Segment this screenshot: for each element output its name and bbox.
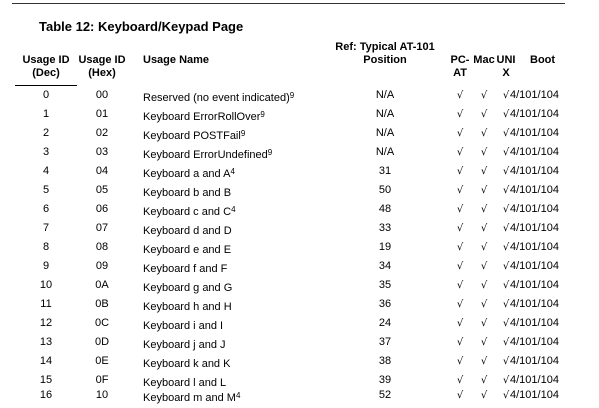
cell-name-text: Keyboard f and F bbox=[143, 263, 228, 275]
cell-ref: N/A bbox=[375, 89, 395, 101]
cell-unix: √ bbox=[502, 128, 510, 139]
cell-boot: 4/101/104 bbox=[510, 374, 559, 386]
cell-ref: 35 bbox=[378, 279, 392, 291]
cell-unix: √ bbox=[502, 185, 510, 196]
top-rule bbox=[12, 3, 565, 4]
cell-name-text: Keyboard b and B bbox=[143, 187, 232, 199]
cell-boot: 4/101/104 bbox=[510, 260, 559, 272]
header-unix-line1: UNI bbox=[496, 54, 516, 66]
cell-unix: √ bbox=[502, 299, 510, 310]
cell-unix: √ bbox=[502, 318, 510, 329]
cell-dec: 14 bbox=[39, 355, 53, 367]
footnote-ref: 9 bbox=[260, 110, 265, 119]
cell-hex: 02 bbox=[95, 127, 109, 139]
cell-pc-at: √ bbox=[456, 337, 464, 348]
cell-ref: 52 bbox=[378, 389, 392, 401]
table-title: Table 12: Keyboard/Keypad Page bbox=[39, 19, 244, 34]
table-row bbox=[0, 386, 599, 405]
cell-mac: √ bbox=[480, 185, 488, 196]
cell-dec: 2 bbox=[42, 127, 50, 139]
cell-mac: √ bbox=[480, 390, 488, 401]
cell-dec: 5 bbox=[42, 184, 50, 196]
table-row bbox=[0, 86, 599, 105]
cell-name-text: Keyboard k and K bbox=[143, 358, 231, 370]
cell-pc-at: √ bbox=[456, 280, 464, 291]
table-row bbox=[0, 314, 599, 333]
cell-hex: 0A bbox=[95, 279, 109, 291]
cell-boot: 4/101/104 bbox=[510, 355, 559, 367]
table-row bbox=[0, 124, 599, 143]
cell-unix: √ bbox=[502, 261, 510, 272]
cell-pc-at: √ bbox=[456, 109, 464, 120]
header-usage-id-dec-line2: (Dec) bbox=[32, 67, 60, 79]
cell-ref: 19 bbox=[378, 241, 392, 253]
cell-hex: 0F bbox=[95, 374, 109, 386]
cell-pc-at: √ bbox=[456, 185, 464, 196]
cell-boot: 4/101/104 bbox=[510, 389, 559, 401]
header-ref-position bbox=[320, 41, 450, 67]
cell-ref: 36 bbox=[378, 298, 392, 310]
cell-hex: 05 bbox=[95, 184, 109, 196]
cell-mac: √ bbox=[480, 318, 488, 329]
cell-hex: 01 bbox=[95, 108, 109, 120]
cell-ref: 33 bbox=[378, 222, 392, 234]
table-row bbox=[0, 295, 599, 314]
cell-ref: N/A bbox=[375, 127, 395, 139]
cell-dec: 15 bbox=[39, 374, 53, 386]
cell-pc-at: √ bbox=[456, 147, 464, 158]
cell-pc-at: √ bbox=[456, 375, 464, 386]
cell-unix: √ bbox=[502, 356, 510, 367]
cell-mac: √ bbox=[480, 375, 488, 386]
cell-name-text: Keyboard h and H bbox=[143, 301, 232, 313]
cell-mac: √ bbox=[480, 223, 488, 234]
table-row bbox=[0, 181, 599, 200]
cell-pc-at: √ bbox=[456, 166, 464, 177]
cell-unix: √ bbox=[502, 390, 510, 401]
cell-hex: 0B bbox=[95, 298, 109, 310]
table-row bbox=[0, 143, 599, 162]
header-pc-line1: PC- bbox=[450, 54, 470, 66]
cell-mac: √ bbox=[480, 242, 488, 253]
cell-dec: 11 bbox=[40, 298, 52, 310]
cell-dec: 0 bbox=[42, 89, 50, 101]
header-usage-name: Usage Name bbox=[143, 54, 210, 66]
header-boot: Boot bbox=[530, 54, 556, 66]
cell-pc-at: √ bbox=[456, 204, 464, 215]
cell-dec: 13 bbox=[39, 336, 53, 348]
cell-name-text: Keyboard m and M bbox=[143, 392, 236, 404]
cell-unix: √ bbox=[502, 375, 510, 386]
footnote-ref: 4 bbox=[230, 167, 235, 176]
header-pc-at bbox=[448, 54, 472, 80]
cell-name-text: Keyboard c and C bbox=[143, 206, 232, 218]
cell-mac: √ bbox=[480, 337, 488, 348]
cell-hex: 0E bbox=[95, 355, 109, 367]
cell-ref: 24 bbox=[378, 317, 392, 329]
cell-pc-at: √ bbox=[456, 356, 464, 367]
cell-name-text: Keyboard g and G bbox=[143, 282, 233, 294]
cell-name-text: Keyboard POSTFail bbox=[143, 130, 241, 142]
cell-mac: √ bbox=[480, 299, 488, 310]
cell-dec: 9 bbox=[42, 260, 50, 272]
header-usage-id-dec bbox=[16, 54, 76, 80]
cell-pc-at: √ bbox=[456, 90, 464, 101]
cell-boot: 4/101/104 bbox=[510, 165, 559, 177]
cell-mac: √ bbox=[480, 204, 488, 215]
table-row bbox=[0, 162, 599, 181]
footnote-ref: 4 bbox=[235, 391, 241, 400]
cell-name-text: Keyboard a and A bbox=[143, 168, 231, 180]
cell-name bbox=[143, 386, 240, 408]
table-row bbox=[0, 276, 599, 295]
cell-unix: √ bbox=[502, 204, 510, 215]
cell-boot: 4/101/104 bbox=[510, 203, 559, 215]
cell-boot: 4/101/104 bbox=[510, 108, 559, 120]
cell-dec: 3 bbox=[42, 146, 50, 158]
cell-hex: 10 bbox=[95, 389, 109, 401]
cell-name-text: Keyboard ErrorUndefined bbox=[143, 149, 268, 161]
table-row bbox=[0, 352, 599, 371]
cell-mac: √ bbox=[480, 128, 488, 139]
cell-ref: 31 bbox=[378, 165, 392, 177]
cell-dec: 10 bbox=[39, 279, 53, 291]
cell-boot: 4/101/104 bbox=[510, 241, 559, 253]
table-row bbox=[0, 238, 599, 257]
cell-pc-at: √ bbox=[456, 223, 464, 234]
cell-hex: 0D bbox=[94, 336, 110, 348]
cell-dec: 4 bbox=[42, 165, 50, 177]
cell-ref: 34 bbox=[378, 260, 392, 272]
cell-name-text: Reserved (no event indicated) bbox=[143, 92, 290, 104]
table-row bbox=[0, 200, 599, 219]
footnote-ref: 9 bbox=[289, 91, 295, 100]
cell-hex: 00 bbox=[95, 89, 109, 101]
table-row bbox=[0, 257, 599, 276]
cell-name-text: Keyboard i and I bbox=[143, 320, 224, 332]
cell-boot: 4/101/104 bbox=[510, 89, 559, 101]
cell-unix: √ bbox=[502, 166, 510, 177]
cell-boot: 4/101/104 bbox=[510, 222, 559, 234]
header-mac: Mac bbox=[473, 54, 495, 66]
footnote-ref: 9 bbox=[240, 129, 246, 138]
cell-name-text: Keyboard ErrorRollOver bbox=[143, 111, 261, 123]
cell-pc-at: √ bbox=[456, 390, 464, 401]
cell-unix: √ bbox=[502, 242, 510, 253]
cell-dec: 8 bbox=[42, 241, 50, 253]
cell-pc-at: √ bbox=[456, 261, 464, 272]
cell-name-text: Keyboard d and D bbox=[143, 225, 232, 237]
cell-dec: 1 bbox=[42, 108, 50, 120]
cell-name-text: Keyboard j and J bbox=[143, 339, 226, 351]
header-ref-line1: Ref: Typical AT-101 bbox=[335, 41, 435, 53]
cell-unix: √ bbox=[502, 90, 510, 101]
header-usage-id-dec-line1: Usage ID bbox=[22, 54, 70, 66]
cell-hex: 08 bbox=[95, 241, 109, 253]
cell-boot: 4/101/104 bbox=[510, 127, 559, 139]
cell-ref: N/A bbox=[375, 108, 395, 120]
cell-hex: 09 bbox=[95, 260, 109, 272]
cell-boot: 4/101/104 bbox=[510, 336, 559, 348]
cell-ref: 38 bbox=[378, 355, 392, 367]
cell-boot: 4/101/104 bbox=[510, 279, 559, 291]
cell-hex: 07 bbox=[95, 222, 109, 234]
cell-ref: 39 bbox=[378, 374, 392, 386]
cell-ref: 37 bbox=[378, 336, 392, 348]
footnote-ref: 4 bbox=[231, 205, 236, 214]
header-pc-line2: AT bbox=[453, 67, 467, 79]
cell-dec: 16 bbox=[39, 389, 53, 401]
cell-mac: √ bbox=[480, 261, 488, 272]
header-usage-id-hex bbox=[72, 54, 132, 80]
cell-hex: 04 bbox=[95, 165, 109, 177]
table-row bbox=[0, 219, 599, 238]
cell-hex: 06 bbox=[95, 203, 109, 215]
cell-pc-at: √ bbox=[456, 242, 464, 253]
cell-mac: √ bbox=[480, 147, 488, 158]
cell-unix: √ bbox=[502, 109, 510, 120]
cell-name-text: Keyboard l and L bbox=[143, 377, 227, 389]
table-row bbox=[0, 105, 599, 124]
cell-ref: N/A bbox=[375, 146, 395, 158]
cell-boot: 4/101/104 bbox=[510, 146, 559, 158]
cell-unix: √ bbox=[502, 147, 510, 158]
header-ref-line2: Position bbox=[363, 54, 407, 66]
cell-mac: √ bbox=[480, 280, 488, 291]
header-usage-id-hex-line2: (Hex) bbox=[88, 67, 116, 79]
cell-mac: √ bbox=[480, 166, 488, 177]
cell-boot: 4/101/104 bbox=[510, 184, 559, 196]
table-row bbox=[0, 333, 599, 352]
header-unix-line2: X bbox=[502, 67, 510, 79]
footnote-ref: 9 bbox=[267, 148, 273, 157]
cell-unix: √ bbox=[502, 280, 510, 291]
header-usage-id-hex-line1: Usage ID bbox=[78, 54, 126, 66]
header-unix bbox=[495, 54, 517, 80]
cell-pc-at: √ bbox=[456, 299, 464, 310]
cell-boot: 4/101/104 bbox=[510, 317, 559, 329]
cell-unix: √ bbox=[502, 223, 510, 234]
cell-hex: 03 bbox=[95, 146, 109, 158]
cell-dec: 12 bbox=[39, 317, 53, 329]
cell-hex: 0C bbox=[94, 317, 110, 329]
cell-ref: 50 bbox=[378, 184, 392, 196]
cell-mac: √ bbox=[480, 109, 488, 120]
cell-mac: √ bbox=[480, 356, 488, 367]
cell-name-text: Keyboard e and E bbox=[143, 244, 232, 256]
cell-unix: √ bbox=[502, 337, 510, 348]
cell-boot: 4/101/104 bbox=[510, 298, 559, 310]
cell-pc-at: √ bbox=[456, 318, 464, 329]
cell-mac: √ bbox=[480, 90, 488, 101]
cell-dec: 7 bbox=[42, 222, 50, 234]
cell-dec: 6 bbox=[42, 203, 50, 215]
cell-ref: 48 bbox=[378, 203, 392, 215]
cell-pc-at: √ bbox=[456, 128, 464, 139]
